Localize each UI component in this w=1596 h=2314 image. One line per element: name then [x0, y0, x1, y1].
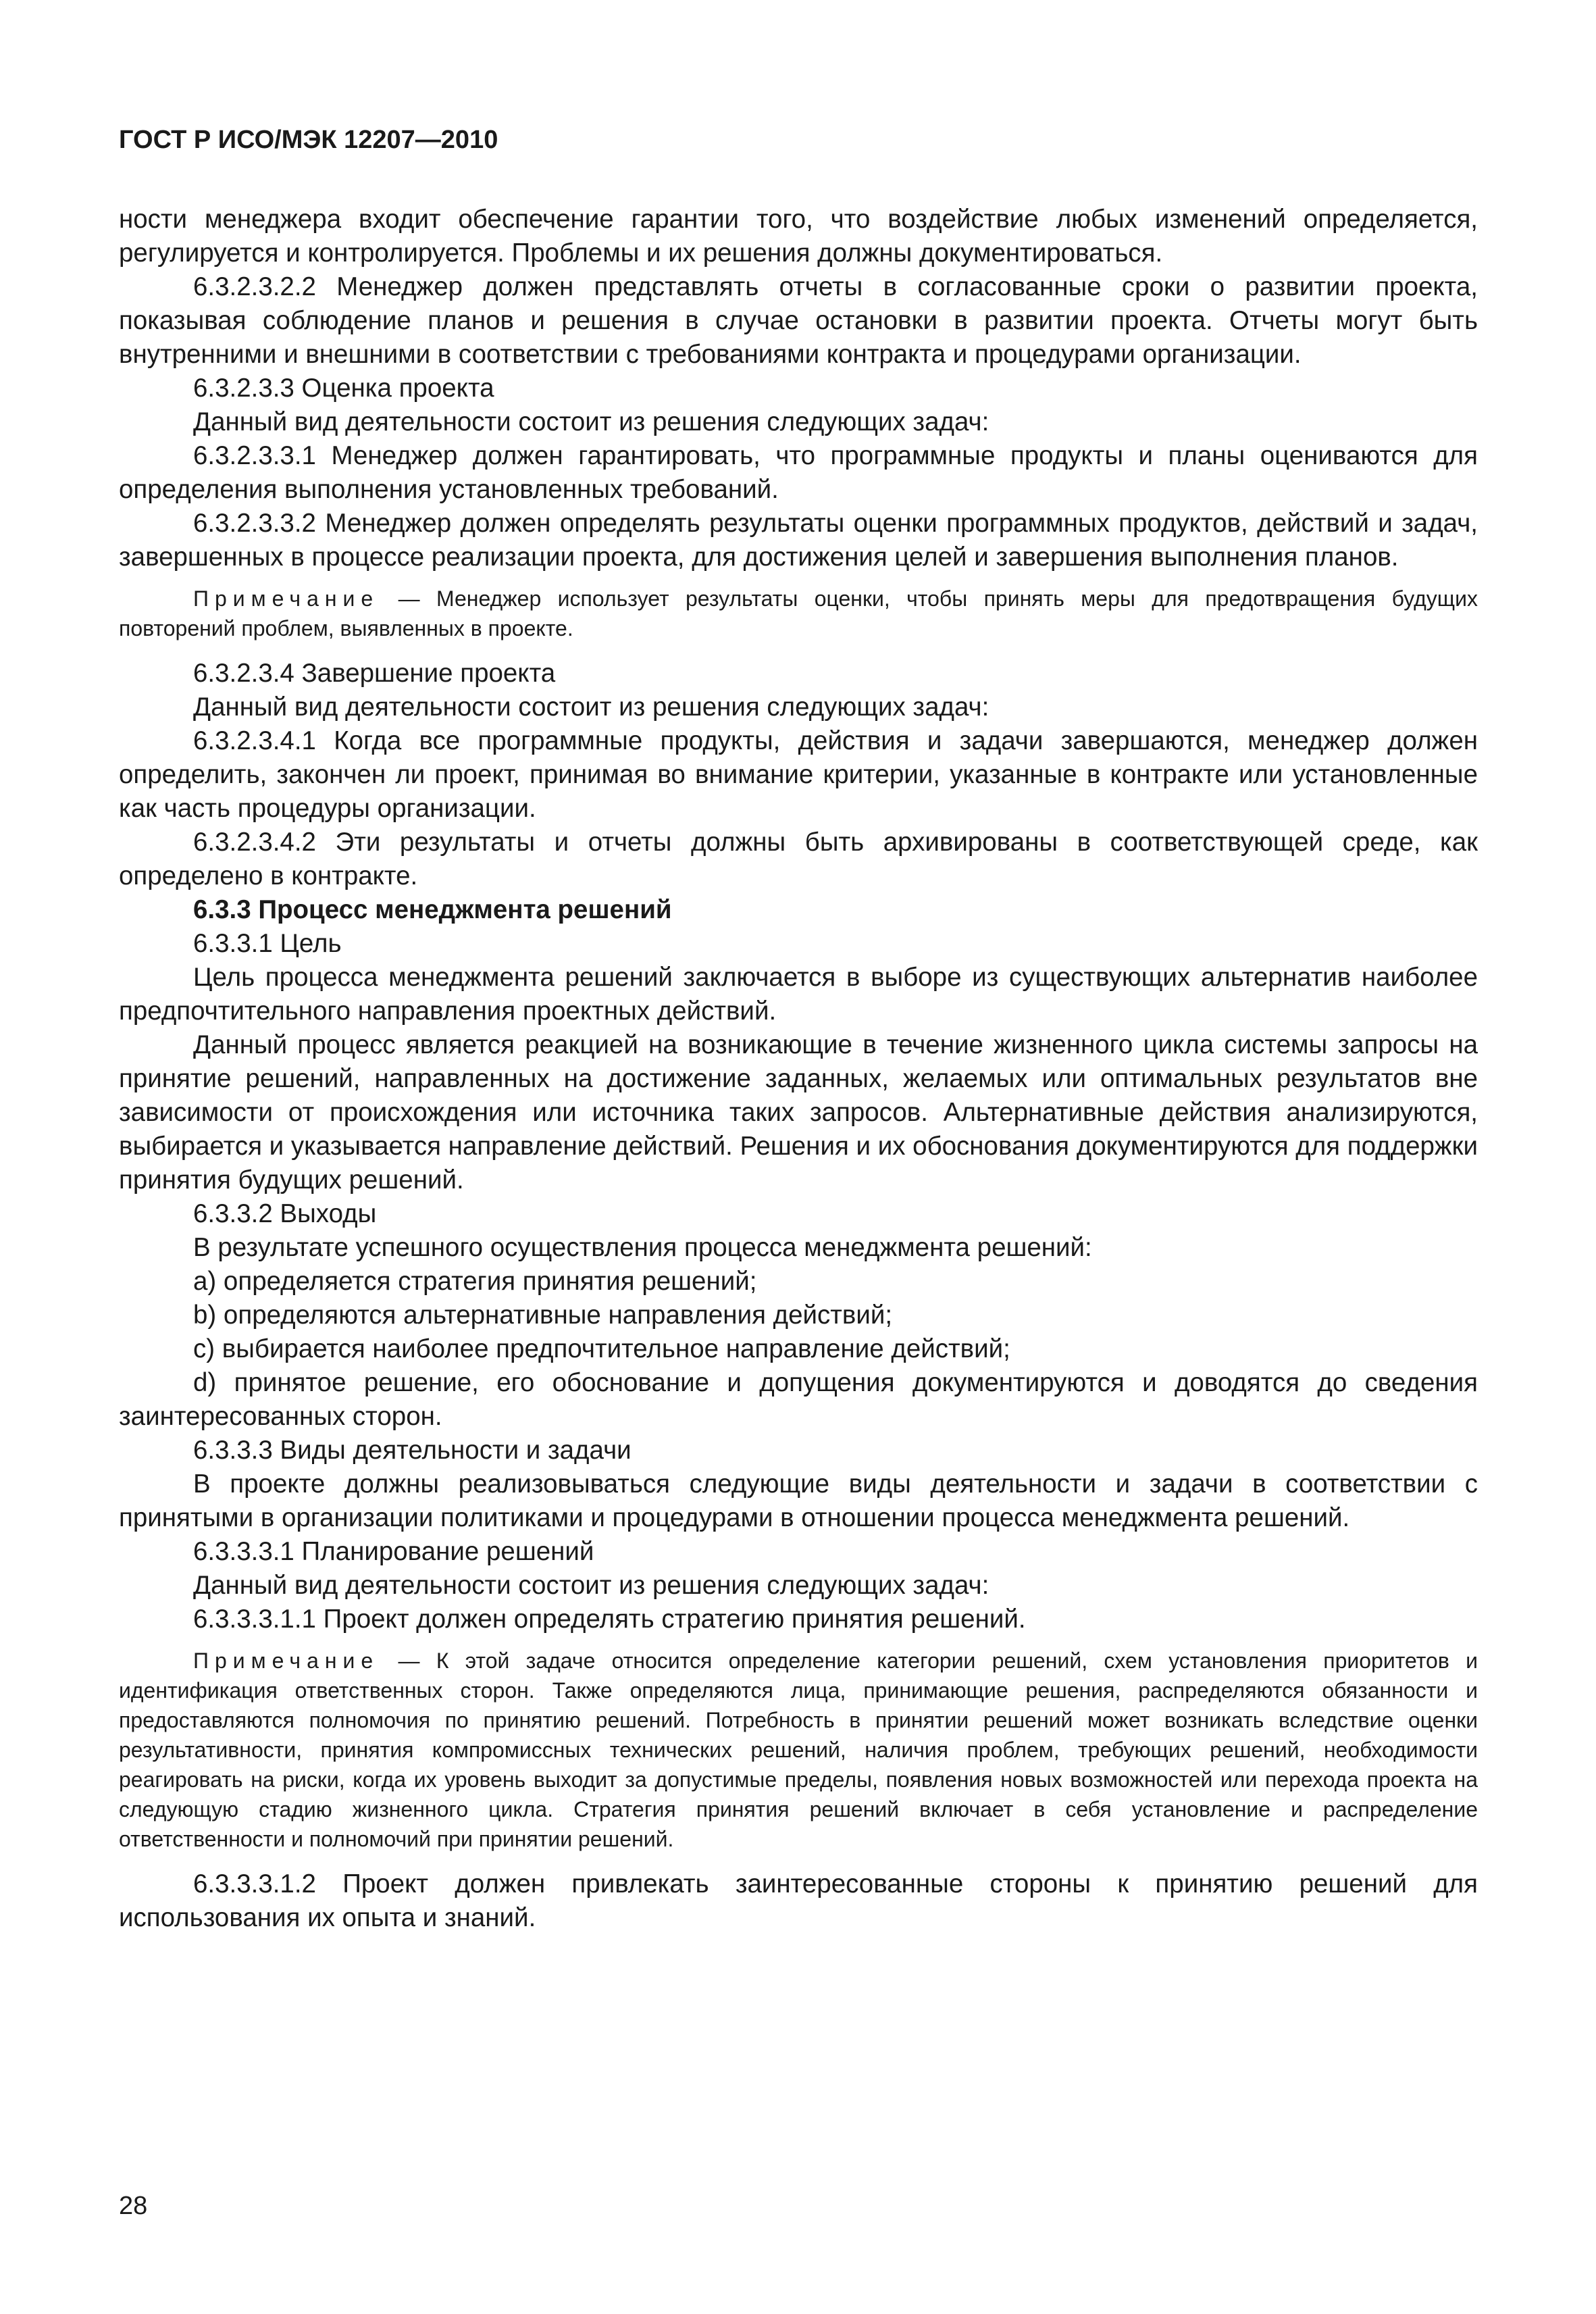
- paragraph: Данный вид деятельности состоит из решения следующих задач:: [193, 693, 989, 722]
- paragraph: ности менеджера входит обеспечение гарантии того, что воздействие любых изменений определяется, регулируется и контролируется. Проблемы и их решения должны документироваться.: [119, 205, 1478, 268]
- paragraph: 6.3.2.3.2.2 Менеджер должен представлять отчеты в согласованные сроки о развитии проекта, показывая соблюдение планов и решения в случае остановки в развитии проекта. Отчеты могут быть внутренними и внешними в соответствии с требованиями контракта и процедурами организации.: [119, 272, 1478, 369]
- paragraph: В проекте должны реализовываться следующие виды деятельности и задачи в соответствии с принятыми в организации политиками и процедурами в отношении процесса менеджмента решений.: [119, 1469, 1478, 1532]
- note-text: — Менеджер использует результаты оценки, чтобы принять меры для предотвращения будущих повторений проблем, выявленных в проекте.: [119, 586, 1478, 640]
- subsection-heading: 6.3.2.3.3 Оценка проекта: [193, 374, 494, 403]
- list-item: d) принятое решение, его обоснование и допущения документируются и доводятся до сведения заинтересованных сторон.: [119, 1368, 1478, 1431]
- subsection-heading: 6.3.3.3.1 Планирование решений: [193, 1537, 594, 1566]
- paragraph: Данный вид деятельности состоит из решения следующих задач:: [193, 407, 989, 436]
- list-item: a) определяется стратегия принятия решений;: [193, 1267, 757, 1296]
- note-label: Примечание: [193, 586, 380, 611]
- paragraph: 6.3.3.3.1.2 Проект должен привлекать заинтересованные стороны к принятию решений для использования их опыта и знаний.: [119, 1869, 1478, 1932]
- paragraph: 6.3.2.3.4.2 Эти результаты и отчеты должны быть архивированы в соответствующей среде, как определено в контракте.: [119, 828, 1478, 890]
- paragraph: 6.3.2.3.3.1 Менеджер должен гарантировать, что программные продукты и планы оцениваются для определения выполнения установленных требований.: [119, 441, 1478, 504]
- document-header: ГОСТ Р ИСО/МЭК 12207—2010: [119, 126, 498, 154]
- subsection-heading: 6.3.3.1 Цель: [193, 929, 342, 958]
- subsection-heading: 6.3.3.3 Виды деятельности и задачи: [193, 1436, 632, 1465]
- section-title: 6.3.3 Процесс менеджмента решений: [193, 895, 672, 924]
- note-label: Примечание: [193, 1649, 380, 1673]
- list-item: c) выбирается наиболее предпочтительное направление действий;: [193, 1334, 1010, 1363]
- page-body: [119, 203, 1478, 1935]
- paragraph: 6.3.2.3.3.2 Менеджер должен определять результаты оценки программных продуктов, действий и задач, завершенных в процессе реализации проекта, для достижения целей и завершения выполнения планов.: [119, 509, 1478, 572]
- note: [119, 1646, 1478, 1854]
- paragraph: Данный вид деятельности состоит из решения следующих задач:: [193, 1571, 989, 1600]
- subsection-heading: 6.3.3.2 Выходы: [193, 1199, 377, 1228]
- page-number: 28: [119, 2192, 148, 2220]
- paragraph: 6.3.2.3.4.1 Когда все программные продукты, действия и задачи завершаются, менеджер должен определить, закончен ли проект, принимая во внимание критерии, указанные в контракте или установленные как часть процедуры организации.: [119, 726, 1478, 823]
- paragraph: Цель процесса менеджмента решений заключается в выборе из существующих альтернатив наиболее предпочтительного направления проектных действий.: [119, 963, 1478, 1026]
- subsection-heading: 6.3.2.3.4 Завершение проекта: [193, 659, 556, 688]
- list-item: b) определяются альтернативные направления действий;: [193, 1301, 893, 1330]
- paragraph: 6.3.3.3.1.1 Проект должен определять стратегию принятия решений.: [193, 1605, 1026, 1634]
- paragraph: В результате успешного осуществления процесса менеджмента решений:: [193, 1233, 1092, 1262]
- note-text: — К этой задаче относится определение категории решений, схем установления приоритетов и идентификация ответственных сторон. Также определяются лица, принимающие решения, распределяются обязанности и предоставляются полномочия по принятию решений. Потребность в принятии решений может возникать вследствие оценки результативности, принятия компромиссных технических решений, наличия проблем, требующих решений, необходимости реагировать на риски, когда их уровень выходит за допустимые пределы, появления новых возможностей или перехода проекта на следующую стадию жизненного цикла. Стратегия принятия решений включает в себя установление и распределение ответственности и полномочий при принятии решений.: [119, 1649, 1478, 1851]
- note: [119, 584, 1478, 643]
- paragraph: Данный процесс является реакцией на возникающие в течение жизненного цикла системы запросы на принятие решений, направленных на достижение заданных, желаемых или оптимальных результатов вне зависимости от происхождения или источника таких запросов. Альтернативные действия анализируются, выбирается и указывается направление действий. Решения и их обоснования документируются для поддержки принятия будущих решений.: [119, 1030, 1478, 1194]
